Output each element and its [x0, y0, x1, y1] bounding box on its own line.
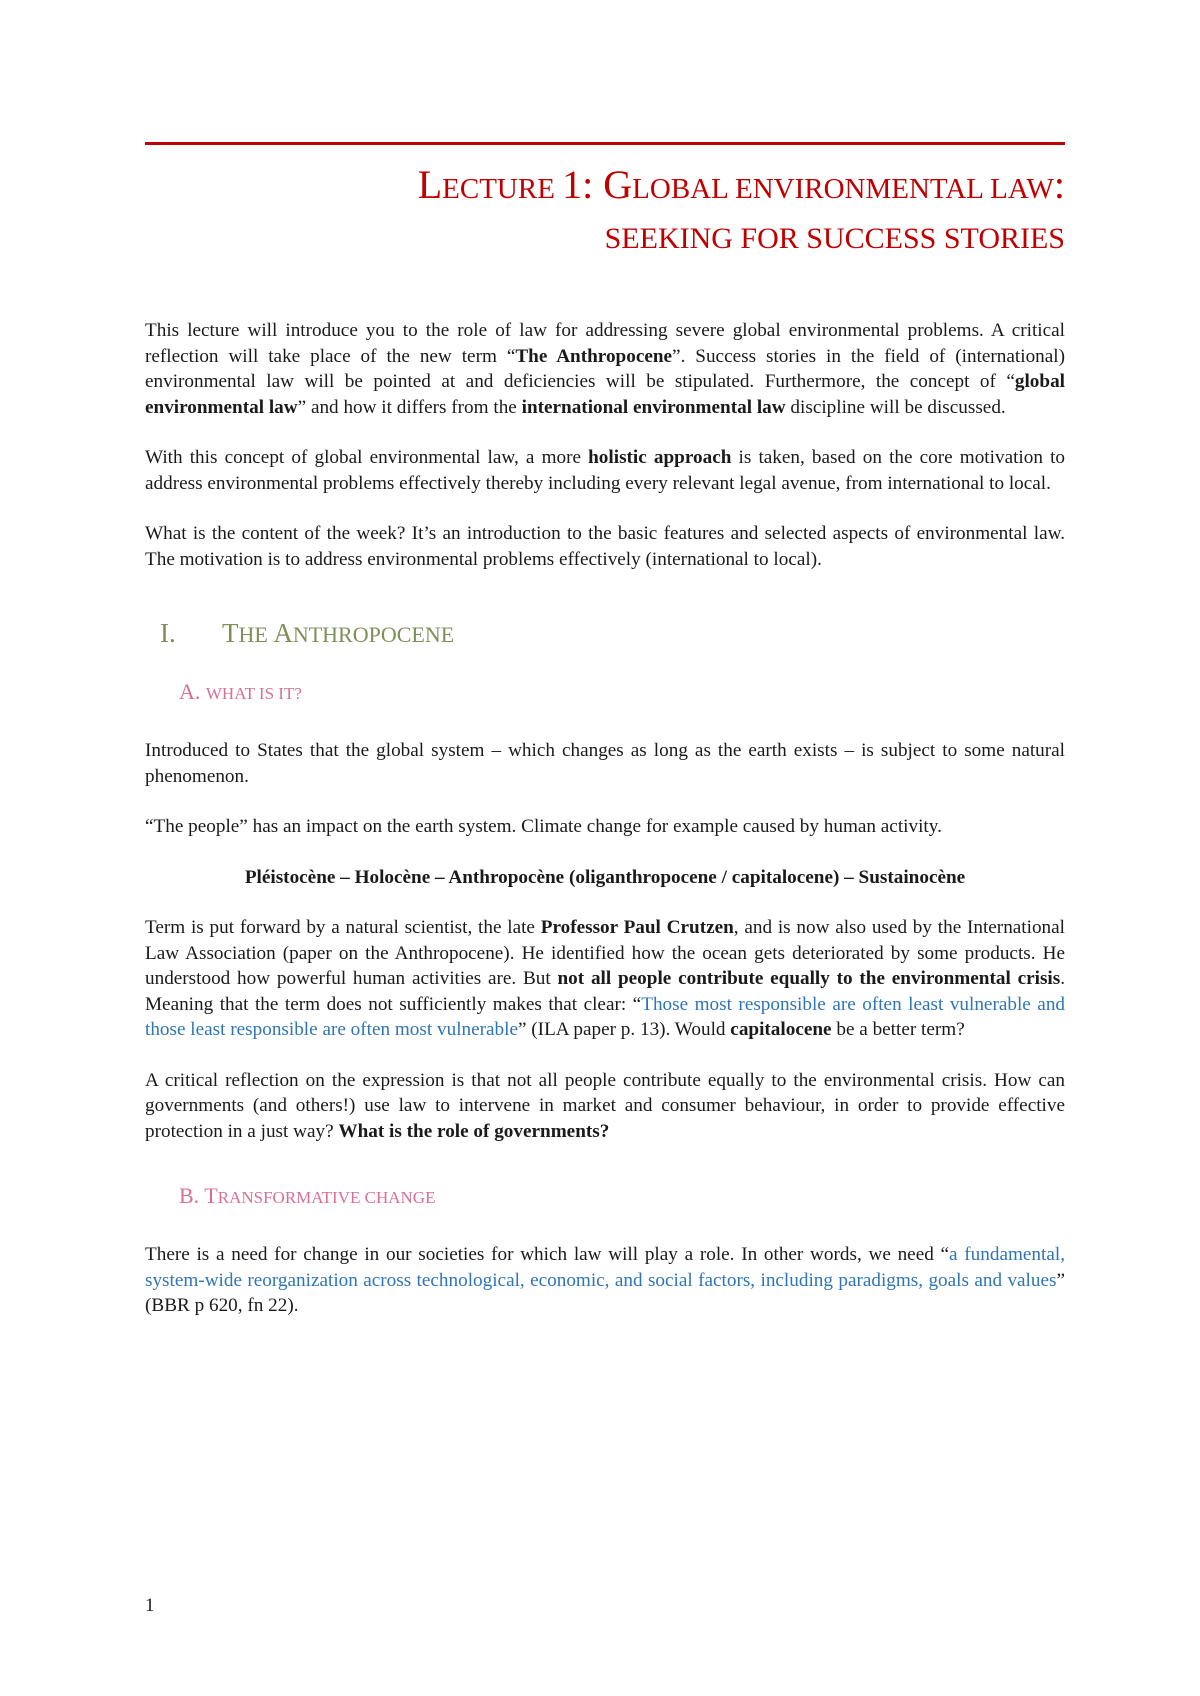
anthropocene-paragraph-4: A critical reflection on the expression is that not all people contribute equally to the environmental crisis. How can governments (and others!) use law to intervene in market and consumer behaviour, in order to provide effective protection in a just way? What is the role of governments? — [145, 1069, 1065, 1142]
title-line-1: LECTURE 1: GLOBAL ENVIRONMENTAL LAW: — [417, 162, 1065, 207]
anthropocene-paragraph-2: “The people” has an impact on the earth system. Climate change for example caused by human activity. — [145, 816, 942, 837]
page-number: 1 — [145, 1595, 155, 1616]
transformative-paragraph-1: There is a need for change in our societies for which law will play a role. In other words, we need “a fundamental, system-wide reorganization across technological, economic, and social factors, including paradigms, goals and values” (BBR p 620, fn 22). — [145, 1244, 1065, 1316]
document-body — [145, 318, 1065, 1344]
intro-paragraph-3: What is the content of the week? It’s an introduction to the basic features and selected aspects of environmental law. The motivation is to address environmental problems effectively (international to local). — [145, 523, 1065, 570]
subheading-transformative-change: B. TRANSFORMATIVE CHANGE — [179, 1183, 436, 1208]
anthropocene-paragraph-1: Introduced to States that the global system – which changes as long as the earth exists – is subject to some natural phenomenon. — [145, 740, 1065, 787]
title-rule — [145, 142, 1065, 145]
subheading-what-is-it: A. WHAT IS IT? — [179, 679, 302, 704]
intro-paragraph-2: With this concept of global environmental law, a more holistic approach is taken, based on the core motivation to address environmental problems effectively thereby including every relevant legal avenue, from international to local. — [145, 447, 1065, 494]
anthropocene-paragraph-3: Term is put forward by a natural scientist, the late Professor Paul Crutzen, and is now also used by the International Law Association (paper on the Anthropocene). He identified how the ocean gets deteriorated by some products. He understood how powerful human activities are. But not all people contribute equally to the environmental crisis. Meaning that the term does not sufficiently makes that clear: “Those most responsible are often least vulnerable and those least responsible are often most vulnerable” (ILA paper p. 13). Would capitalocene be a better term? — [145, 917, 1066, 1040]
document-title — [145, 160, 1065, 264]
title-line-2: SEEKING FOR SUCCESS STORIES — [604, 222, 1065, 255]
eras-line: Pléistocène – Holocène – Anthropocène (oliganthropocene / capitalocene) – Sustainocène — [244, 866, 966, 888]
section-heading-anthropocene: I. THE ANTHROPOCENE — [160, 618, 455, 648]
intro-paragraph-1: This lecture will introduce you to the role of law for addressing severe global environmental problems. A critical reflection will take place of the new term “The Anthropocene”. Success stories in the field of (international) environmental law will be pointed at and deficiencies will be stipulated. Furthermore, the concept of “global environmental law” and how it differs from the international environmental law discipline will be discussed. — [145, 320, 1066, 418]
